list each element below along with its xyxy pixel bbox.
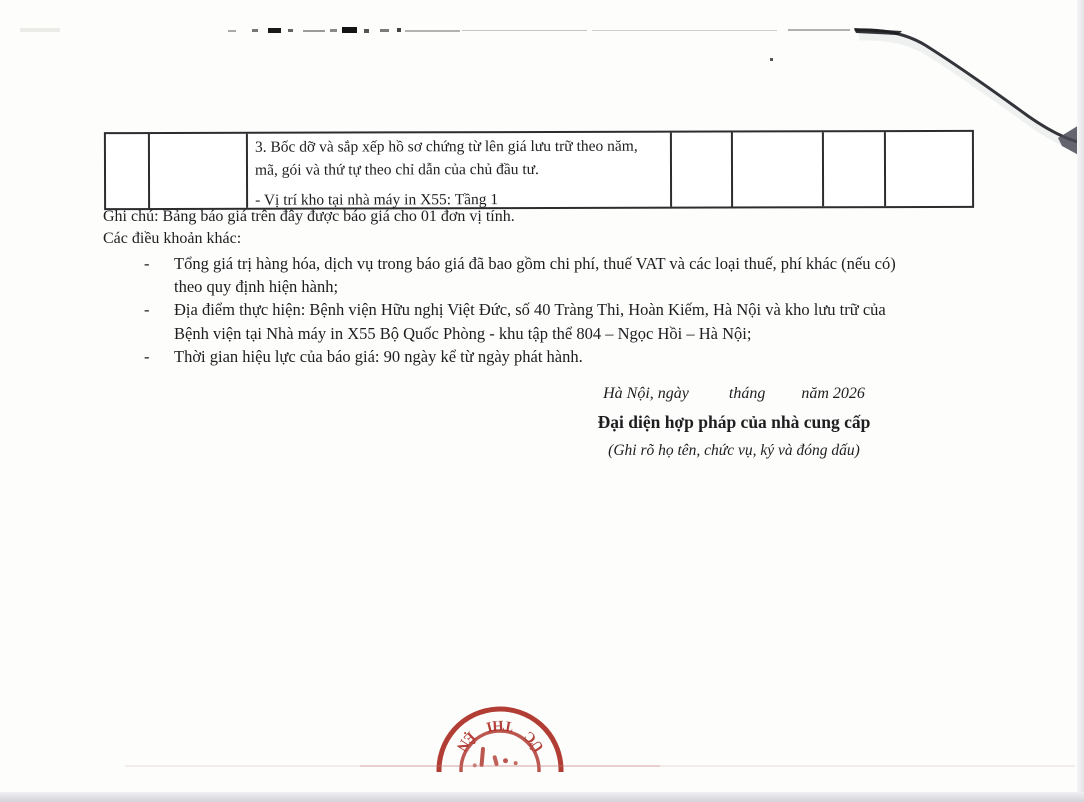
bullet-dash: - xyxy=(144,300,150,320)
table-cell-total xyxy=(886,132,972,206)
term-3-line-1: Thời gian hiệu lực của báo giá: 90 ngày kể từ ngày phát hành. xyxy=(174,346,583,366)
signature-title: Đại diện hợp pháp của nhà cung cấp xyxy=(597,412,871,432)
table-cell-item xyxy=(150,134,248,208)
term-2-line-2: Bệnh viện tại Nhà máy in X55 Bộ Quốc Phòng - khu tập thể 804 – Ngọc Hồi – Hà Nội; xyxy=(174,323,752,343)
description-line-2: mã, gói và thứ tự theo chỉ dẫn của chủ đầu tư. xyxy=(254,161,539,179)
signature-date-line: Hà Nội, ngày tháng năm 2026 xyxy=(603,385,865,402)
term-item-2 xyxy=(144,298,896,344)
term-2-line-1: Địa điểm thực hiện: Bệnh viện Hữu nghị Việt Đức, số 40 Tràng Thi, Hoàn Kiếm, Hà Nội và kho lưu trữ của xyxy=(174,300,886,320)
term-1-line-2: theo quy định hiện hành; xyxy=(174,277,339,297)
description-line-1: 3. Bốc dỡ và sắp xếp hồ sơ chứng từ lên giá lưu trữ theo năm, xyxy=(254,137,638,156)
quotation-table-fragment xyxy=(104,130,974,210)
signature-instruction: (Ghi rõ họ tên, chức vụ, ký và đóng dấu) xyxy=(608,442,860,459)
note-ghi-chu: Ghi chú: Bảng báo giá trên đây được báo giá cho 01 đơn vị tính. xyxy=(103,208,515,225)
term-1-line-1: Tổng giá trị hàng hóa, dịch vụ trong báo giá đã bao gồm chi phí, thuế VAT và các loại thuế, phí khác (nếu có) xyxy=(174,254,896,273)
signature-block xyxy=(553,385,915,460)
terms-heading: Các điều khoản khác: xyxy=(103,230,242,247)
table-cell-stt xyxy=(106,134,150,208)
term-item-3 xyxy=(144,345,896,368)
description-line-3: - Vị trí kho tại nhà máy in X55: Tầng 1 xyxy=(255,191,499,209)
table-cell-description xyxy=(248,133,672,208)
table-cell-unit xyxy=(672,132,733,206)
table-cell-unit-price xyxy=(824,132,886,206)
terms-list xyxy=(144,252,896,368)
bullet-dash: - xyxy=(144,254,150,273)
stamp-arc-text: ỨC THI ỆN xyxy=(452,716,548,755)
bullet-dash: - xyxy=(144,346,150,366)
red-stamp xyxy=(428,694,578,772)
table-cell-quantity xyxy=(733,132,824,206)
term-item-1 xyxy=(144,252,896,298)
